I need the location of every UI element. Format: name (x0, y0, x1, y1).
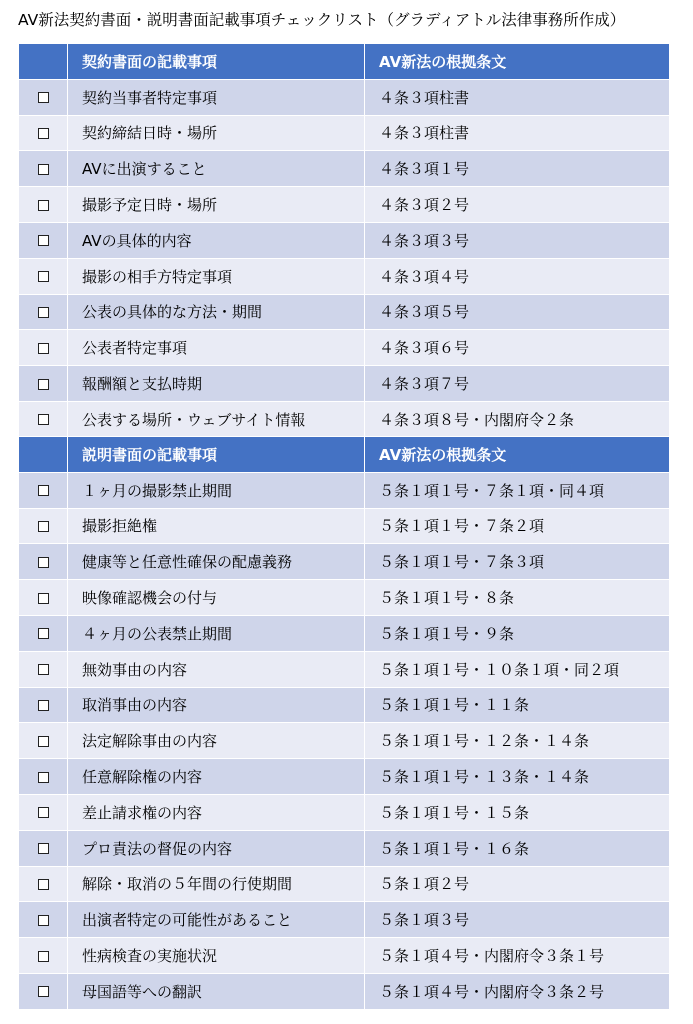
checkbox[interactable] (38, 271, 49, 282)
table-header-row (19, 437, 670, 473)
checkbox[interactable] (38, 307, 49, 318)
item-cell: 取消事由の内容 (68, 687, 365, 723)
table-row (19, 615, 670, 651)
header-checkbox-column (19, 437, 68, 473)
basis-cell: ５条１項１号・７条３項 (365, 544, 670, 580)
item-cell: 性病検査の実施状況 (68, 938, 365, 974)
explanation-checklist-table (18, 436, 670, 1010)
basis-cell: ５条１項１号・１２条・１４条 (365, 723, 670, 759)
basis-cell: ５条１項１号・１０条１項・同２項 (365, 651, 670, 687)
item-cell: 健康等と任意性確保の配慮義務 (68, 544, 365, 580)
item-cell: 母国語等への翻訳 (68, 973, 365, 1009)
checkbox[interactable] (38, 557, 49, 568)
item-cell: 任意解除権の内容 (68, 759, 365, 795)
checkbox[interactable] (38, 128, 49, 139)
header-checkbox-column (19, 44, 68, 80)
checkbox-cell (19, 330, 68, 366)
item-cell: 差止請求権の内容 (68, 794, 365, 830)
checkbox-cell (19, 759, 68, 795)
basis-cell: ５条１項２号 (365, 866, 670, 902)
basis-cell: ５条１項３号 (365, 902, 670, 938)
item-cell: AVに出演すること (68, 151, 365, 187)
checkbox-cell (19, 258, 68, 294)
basis-cell: ４条３項４号 (365, 258, 670, 294)
item-cell: 公表の具体的な方法・期間 (68, 294, 365, 330)
checkbox-cell (19, 401, 68, 437)
item-cell: 解除・取消の５年間の行使期間 (68, 866, 365, 902)
checkbox-cell (19, 187, 68, 223)
checkbox[interactable] (38, 951, 49, 962)
basis-cell: ５条１項１号・１１条 (365, 687, 670, 723)
basis-cell: ４条３項７号 (365, 366, 670, 402)
item-cell: 撮影拒絶権 (68, 508, 365, 544)
checkbox-cell (19, 615, 68, 651)
checkbox[interactable] (38, 164, 49, 175)
checkbox[interactable] (38, 235, 49, 246)
item-cell: 法定解除事由の内容 (68, 723, 365, 759)
item-cell: 公表する場所・ウェブサイト情報 (68, 401, 365, 437)
checkbox[interactable] (38, 772, 49, 783)
checkbox-cell (19, 294, 68, 330)
item-cell: 報酬額と支払時期 (68, 366, 365, 402)
table-row (19, 651, 670, 687)
table-row (19, 794, 670, 830)
item-cell: 無効事由の内容 (68, 651, 365, 687)
checkbox[interactable] (38, 92, 49, 103)
basis-cell: ４条３項１号 (365, 151, 670, 187)
basis-cell: ４条３項８号・内閣府令２条 (365, 401, 670, 437)
header-basis: AV新法の根拠条文 (365, 44, 670, 80)
basis-cell: ４条３項３号 (365, 222, 670, 258)
table-row (19, 938, 670, 974)
page-title: AV新法契約書面・説明書面記載事項チェックリスト（グラディアトル法律事務所作成） (18, 11, 626, 29)
checkbox[interactable] (38, 986, 49, 997)
item-cell: AVの具体的内容 (68, 222, 365, 258)
checkbox[interactable] (38, 379, 49, 390)
item-cell: 撮影の相手方特定事項 (68, 258, 365, 294)
checkbox[interactable] (38, 200, 49, 211)
checkbox[interactable] (38, 700, 49, 711)
item-cell: 撮影予定日時・場所 (68, 187, 365, 223)
header-item: 説明書面の記載事項 (68, 437, 365, 473)
table-row (19, 973, 670, 1009)
table-row (19, 508, 670, 544)
checkbox-cell (19, 151, 68, 187)
checkbox-cell (19, 687, 68, 723)
item-cell: 公表者特定事項 (68, 330, 365, 366)
table-row (19, 366, 670, 402)
basis-cell: ５条１項１号・７条２項 (365, 508, 670, 544)
table-row (19, 401, 670, 437)
header-item: 契約書面の記載事項 (68, 44, 365, 80)
item-cell: プロ責法の督促の内容 (68, 830, 365, 866)
checkbox[interactable] (38, 664, 49, 675)
table-row (19, 151, 670, 187)
checkbox[interactable] (38, 593, 49, 604)
header-basis: AV新法の根拠条文 (365, 437, 670, 473)
table-row (19, 222, 670, 258)
checkbox-cell (19, 794, 68, 830)
table-row (19, 294, 670, 330)
checkbox[interactable] (38, 736, 49, 747)
checkbox[interactable] (38, 414, 49, 425)
table-row (19, 258, 670, 294)
table-row (19, 830, 670, 866)
checkbox[interactable] (38, 485, 49, 496)
basis-cell: ５条１項１号・１３条・１４条 (365, 759, 670, 795)
item-cell: 映像確認機会の付与 (68, 580, 365, 616)
table-row (19, 544, 670, 580)
checkbox-cell (19, 830, 68, 866)
checkbox-cell (19, 651, 68, 687)
checkbox-cell (19, 544, 68, 580)
checkbox-cell (19, 866, 68, 902)
checkbox[interactable] (38, 843, 49, 854)
checkbox[interactable] (38, 879, 49, 890)
item-cell: ４ヶ月の公表禁止期間 (68, 615, 365, 651)
basis-cell: ４条３項６号 (365, 330, 670, 366)
checkbox-cell (19, 115, 68, 151)
basis-cell: ５条１項４号・内閣府令３条２号 (365, 973, 670, 1009)
basis-cell: ５条１項１号・８条 (365, 580, 670, 616)
checkbox[interactable] (38, 521, 49, 532)
checkbox-cell (19, 973, 68, 1009)
basis-cell: ４条３項５号 (365, 294, 670, 330)
checkbox[interactable] (38, 628, 49, 639)
basis-cell: ５条１項１号・１５条 (365, 794, 670, 830)
item-cell: １ヶ月の撮影禁止期間 (68, 472, 365, 508)
basis-cell: ４条３項柱書 (365, 79, 670, 115)
basis-cell: ５条１項１号・９条 (365, 615, 670, 651)
checkbox-cell (19, 472, 68, 508)
item-cell: 契約当事者特定事項 (68, 79, 365, 115)
checkbox[interactable] (38, 915, 49, 926)
basis-cell: ４条３項２号 (365, 187, 670, 223)
basis-cell: ５条１項１号・７条１項・同４項 (365, 472, 670, 508)
table-row (19, 472, 670, 508)
checkbox-cell (19, 79, 68, 115)
table-header-row (19, 44, 670, 80)
checkbox-cell (19, 580, 68, 616)
item-cell: 契約締結日時・場所 (68, 115, 365, 151)
table-row (19, 187, 670, 223)
basis-cell: ４条３項柱書 (365, 115, 670, 151)
checkbox-cell (19, 366, 68, 402)
checkbox[interactable] (38, 343, 49, 354)
table-row (19, 866, 670, 902)
basis-cell: ５条１項４号・内閣府令３条１号 (365, 938, 670, 974)
table-row (19, 580, 670, 616)
table-row (19, 902, 670, 938)
basis-cell: ５条１項１号・１６条 (365, 830, 670, 866)
table-row (19, 723, 670, 759)
checkbox[interactable] (38, 807, 49, 818)
checkbox-cell (19, 723, 68, 759)
checkbox-cell (19, 222, 68, 258)
table-row (19, 330, 670, 366)
checkbox-cell (19, 902, 68, 938)
table-row (19, 115, 670, 151)
table-row (19, 79, 670, 115)
item-cell: 出演者特定の可能性があること (68, 902, 365, 938)
table-row (19, 687, 670, 723)
checkbox-cell (19, 508, 68, 544)
checkbox-cell (19, 938, 68, 974)
contract-checklist-table (18, 43, 670, 438)
table-row (19, 759, 670, 795)
